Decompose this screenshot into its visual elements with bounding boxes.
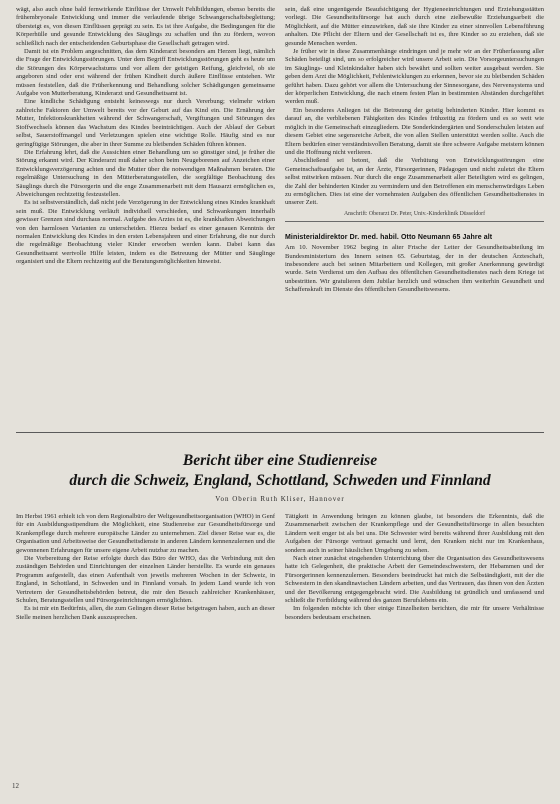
news-heading: Ministerialdirektor Dr. med. habil. Otto Neumann 65 Jahre alt bbox=[285, 234, 493, 242]
body-paragraph: Abschließend sei betont, daß die Verhütung von Entwicklungsstörungen eine Gemeinschaftsaufgabe ist, an der Ärzte, Fürsorgerinnen, Pädagogen und nicht zuletzt die Eltern selbst mitwirken müssen. Nur durch die enge Zusammenarbeit aller Beteiligten wird es gelingen, die Zahl der behinderten Kinder zu vermindern und den Betroffenen ein menschenwürdiges Leben zu ermöglichen. Dies ist eine der vornehmsten Aufgaben des öffentlichen Gesundheitsdienstes in unserer Zeit. bbox=[285, 157, 544, 207]
body-paragraph: Eine kindliche Schädigung entsteht keineswegs nur durch Vererbung; vielmehr wirken zahlreiche Faktoren der Umwelt bereits vor der Geburt auf das Kind ein. Die Ernährung der Mutter, Infektionskrankheiten während der Schwangerschaft, Vergiftungen und Störungen des Stoffwechsels können das Wachstum des Kindes beeinträchtigen. Auch der Ablauf der Geburt selbst, Sauerstoffmangel und Verletzungen spielen eine wichtige Rolle. Häufig sind es nur geringfügige Störungen, die aber in ihrer Summe zu bleibenden Schäden führen können. bbox=[16, 98, 275, 148]
body-paragraph: Es ist selbstverständlich, daß nicht jede Verzögerung in der Entwicklung eines Kindes krankhaft sein muß. Die Entwicklung verläuft individuell verschieden, und Schwankungen innerhalb gewisser Grenzen sind durchaus normal. Aufgabe des Arztes ist es, die krankhaften Abweichungen von den harmlosen Varianten zu unterscheiden. Hierzu bedarf es einer genauen Kenntnis der normalen Entwicklung des Kindes in den ersten Lebensjahren und einer Erfahrung, die nur durch die regelmäßige Beobachtung vieler Kinder erworben werden kann. Dabei kann das Gesundheitsamt wertvolle Hilfe leisten, indem es die Betreuung der Mütter und Säuglinge organisiert und die Eltern rechtzeitig auf die Beratungsmöglichkeiten hinweist. bbox=[16, 199, 275, 266]
article-paragraph: Im folgenden möchte ich über einige Einzelheiten berichten, die mir für unsere Verhältnisse besonders bedeutsam erscheinen. bbox=[285, 605, 544, 621]
body-paragraph: Je früher wir in diese Zusammenhänge eindringen und je mehr wir an der Früherfassung aller Schäden beteiligt sind, um so erfolgreicher wird unsere Arbeit sein. Die Vorsorgeuntersuchungen im Säuglings- und Kleinkindalter haben sich bewährt und sollten weiter ausgebaut werden. Sie geben dem Arzt die Möglichkeit, Fehlentwicklungen zu erkennen, bevor sie zu bleibenden Schäden geführt haben. Dazu gehört vor allem die Untersuchung der Sinnesorgane, des Nervensystems und der körperlichen Entwicklung, die nach einem festen Plan in bestimmten Abständen durchgeführt werden muß. bbox=[285, 48, 544, 106]
article-headline-line2: durch die Schweiz, England, Schottland, Schweden und Finnland bbox=[69, 472, 491, 489]
article-paragraph: Im Herbst 1961 erhielt ich von dem Regionalbüro der Weltgesundheitsorganisation (WHO) in Genf für ein Ausbildungsstipendium die Möglichkeit, eine Studienreise zur Gesundheitsfürsorge und Krankenpflege durch mehrere europäische Länder zu unternehmen. Ziel dieser Reise war es, die Organisation und Arbeitsweise der Gesundheitsdienste in anderen Ländern kennenzulernen und die gewonnenen Erfahrungen für unsere eigene Arbeit nutzbar zu machen. bbox=[16, 513, 275, 554]
article-paragraph: Es ist mir ein Bedürfnis, allen, die zum Gelingen dieser Reise beigetragen haben, auch an dieser Stelle meinen herzlichen Dank auszusprechen. bbox=[16, 605, 275, 621]
divider bbox=[285, 221, 544, 222]
article-right-column bbox=[285, 513, 544, 765]
author-address: Anschrift: Oberarzt Dr. Peter, Univ.-Kinderklinik Düsseldorf bbox=[343, 210, 486, 217]
article-paragraph: Tätigkeit in Anwendung bringen zu können glaube, ist besonders die Erkenntnis, daß die Zusammenarbeit zwischen der Krankenpflege und der Gesundheitsfürsorge in allen besuchten Ländern weit enger ist als bei uns. Die Schwester wird bereits während ihrer Ausbildung mit den Aufgaben der Fürsorge vertraut gemacht und lernt, den Kranken nicht nur im Krankenhaus, sondern auch in seiner häuslichen Umgebung zu sehen. bbox=[285, 513, 544, 554]
upper-right-column bbox=[285, 6, 544, 426]
body-paragraph: Damit ist ein Problem angeschnitten, das dem Kinderarzt besonders am Herzen liegt, nämlich die Frage der Entwicklungsstörungen. Unter dem Begriff Entwicklungsstörungen geht es heute um die Störungen des Körperwachstums und vor allem der geistigen Reifung, gleichviel, ob sie angeboren sind oder erst während der frühen Kindheit durch äußere Einflüsse entstehen. Wir müssen feststellen, daß die Früherkennung und Behandlung solcher Schädigungen gemeinsame Aufgabe von Mutterberatung, Kinderarzt und Gesundheitsamt ist. bbox=[16, 48, 275, 98]
body-paragraph: sein, daß eine ungenügende Beaufsichtigung der Hygieneeinrichtungen und Erziehungsstätten vorliegt. Die Gesundheitsfürsorge hat auch durch eine zielbewußte Erziehungsarbeit die Möglichkeit, auf die Mütter einzuwirken, daß sie ihre Kinder zu einer sinnvollen Lebensführung anhalten. Die Pflicht der Eltern und der Gesellschaft ist es, ihre Kinder so zu erziehen, daß sie gesunde Menschen werden. bbox=[285, 6, 544, 47]
article-paragraph: Nach einer zunächst eingehenden Unterrichtung über die Organisation des Gesundheitswesens hatte ich Gelegenheit, die praktische Arbeit der Gemeindeschwestern, der Hebammen und der Fürsorgerinnen kennenzulernen. Besonders beeindruckt hat mich die Selbständigkeit, mit der die Schwestern in den skandinavischen Ländern arbeiten, und das Vertrauen, das ihnen von den Ärzten und der Bevölkerung entgegengebracht wird. Die Ausbildung ist gründlich und umfassend und schließt die Fortbildung während des ganzen Berufslebens ein. bbox=[285, 555, 544, 605]
body-paragraph: Die Erfahrung lehrt, daß die Aussichten einer Behandlung um so günstiger sind, je früher die Störung erkannt wird. Der Kinderarzt muß daher schon beim Neugeborenen auf Anzeichen einer Entwicklungsverzögerung achten und die Mutter über die notwendigen Maßnahmen beraten. Die regelmäßige Untersuchung in den Mütterberatungsstellen, die sorgfältige Beobachtung des Säuglings durch die Fürsorgerin und die enge Zusammenarbeit mit dem Hausarzt ermöglichen es, Abweichungen rechtzeitig festzustellen. bbox=[16, 148, 275, 198]
article-columns bbox=[16, 513, 544, 765]
body-paragraph: Ein besonderes Anliegen ist die Betreuung der geistig behinderten Kinder. Hier kommt es darauf an, die verbliebenen Fähigkeiten des Kindes frühzeitig zu fördern und es so weit wie möglich in die Gemeinschaft einzugliedern. Die Sonderkindergärten und Sonderschulen leisten auf diesem Gebiet eine segensreiche Arbeit, die von allen Stellen unterstützt werden sollte. Auch die Eltern bedürfen einer verständnisvollen Beratung, damit sie ihre schwere Aufgabe meistern können und die Hoffnung nicht verlieren. bbox=[285, 106, 544, 156]
upper-left-column bbox=[16, 6, 275, 426]
article-left-column bbox=[16, 513, 275, 765]
upper-columns bbox=[16, 6, 544, 426]
article-headline-line1: Bericht über eine Studienreise bbox=[182, 452, 378, 469]
article-byline: Von Oberin Ruth Kliser, Hannover bbox=[215, 495, 345, 503]
body-paragraph: wägt, also auch ohne bald fernwirkende Einflüsse der Umwelt Fehlbildungen, ebenso bereits die frühembryonale Entwicklung und immer die verlaufende übrige Schwangerschaftsbegleitung; übersteigt es, von diesen Einflüssen geprägt zu sein. Es ist ihre Aufgabe, die Bedingungen für die Körperhülle und gesunde Entwicklung des Säuglings zu schaffen und ihn zu fördern, wovon schließlich nach der entscheidenden Geburtsphase die Gesellschaft getragen wird. bbox=[16, 6, 275, 47]
section-divider bbox=[16, 432, 544, 433]
article-header bbox=[16, 451, 544, 503]
page-number: 12 bbox=[12, 782, 19, 790]
article-paragraph: Die Vorbereitung der Reise erfolgte durch das Büro der WHO, das die Verbindung mit den zuständigen Behörden und Einrichtungen der einzelnen Länder herstellte. Es wurde ein genaues Programm aufgestellt, das einen Aufenthalt von jeweils mehreren Wochen in der Schweiz, in England, in Schottland, in Schweden und in Finnland vorsah. In jedem Land wurde ich von Vertretern der Gesundheitsbehörden betreut, die mir den Besuch zahlreicher Krankenhäuser, Schulen, Beratungsstellen und Fürsorgeeinrichtungen ermöglichten. bbox=[16, 555, 275, 605]
news-paragraph: Am 10. November 1962 beging in alter Frische der Leiter der Gesundheitsabteilung im Bundesministerium des Innern seinen 65. Geburtstag, der in der deutschen Ärzteschaft, insbesondere auch bei seinen Mitarbeitern und Kollegen, mit großer Anerkennung gewürdigt wurde. Sein Verdienst um den Aufbau des öffentlichen Gesundheitsdienstes nach dem Kriege ist unbestritten. Wir gratulieren dem Jubilar herzlich und wünschen ihm weiterhin Gesundheit und Schaffenskraft im Dienste des öffentlichen Gesundheitswesens. bbox=[285, 244, 544, 294]
